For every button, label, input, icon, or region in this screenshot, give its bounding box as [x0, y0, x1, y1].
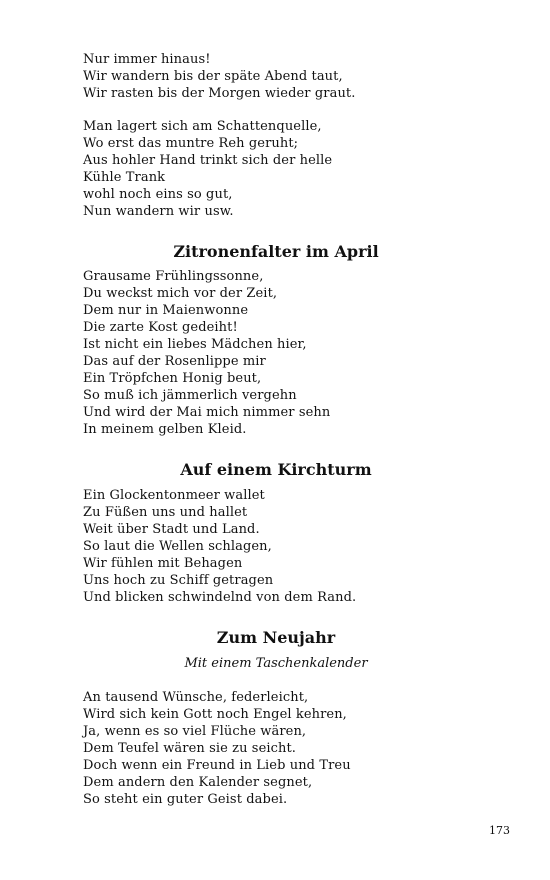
stanza-top-1 — [83, 51, 523, 102]
poem-line: Wir fühlen mit Behagen — [83, 556, 243, 571]
poem-line: Kühle Trank — [83, 170, 166, 185]
poem-line: Dem nur in Maienwonne — [83, 303, 249, 318]
poem-line: So laut die Wellen schlagen, — [83, 539, 272, 554]
poem-title-zitronenfalter: Zitronenfalter im April — [173, 242, 379, 261]
poem-line: Dem Teufel wären sie zu seicht. — [83, 741, 297, 756]
poem-line: Ist nicht ein liebes Mädchen hier, — [83, 337, 307, 352]
poem-line: Dem andern den Kalender segnet, — [83, 775, 313, 790]
poem-line: Und blicken schwindelnd von dem Rand. — [83, 590, 357, 605]
poem-line: wohl noch eins so gut, — [83, 187, 233, 202]
poem-subtitle-neujahr: Mit einem Taschenkalender — [184, 656, 368, 671]
poem-line: Wo erst das muntre Reh geruht; — [83, 136, 299, 151]
poem-line: Nur immer hinaus! — [83, 52, 211, 67]
poem-line: Weit über Stadt und Land. — [83, 522, 260, 537]
poem-line: Zu Füßen uns und hallet — [83, 505, 248, 520]
poem-line: Die zarte Kost gedeiht! — [83, 320, 238, 335]
poem-line: Wird sich kein Gott noch Engel kehren, — [83, 707, 347, 722]
poem-title-kirchturm: Auf einem Kirchturm — [180, 460, 372, 479]
poem-line: Ja, wenn es so viel Flüche wären, — [83, 724, 307, 739]
poem-line: So steht ein guter Geist dabei. — [83, 792, 288, 807]
poem-line: Ein Glockentonmeer wallet — [83, 488, 265, 503]
stanza-top-2 — [83, 118, 523, 220]
poem-line: Wir rasten bis der Morgen wieder graut. — [83, 86, 356, 101]
poem-line: Das auf der Rosenlippe mir — [83, 354, 266, 369]
poem-line: An tausend Wünsche, federleicht, — [83, 690, 309, 705]
poem-line: Nun wandern wir usw. — [83, 204, 234, 219]
poem-line: Grausame Frühlingssonne, — [83, 269, 264, 284]
poem-title-neujahr: Zum Neujahr — [216, 628, 336, 647]
poem-line: Doch wenn ein Freund in Lieb und Treu — [83, 758, 351, 773]
poem-line: Ein Tröpfchen Honig beut, — [83, 371, 262, 386]
poem-line: Du weckst mich vor der Zeit, — [83, 286, 278, 301]
page-number: 173 — [489, 824, 510, 837]
poem-body-zitronenfalter — [83, 268, 523, 438]
poem-line: Und wird der Mai mich nimmer sehn — [83, 405, 331, 420]
poem-line: Uns hoch zu Schiff getragen — [83, 573, 274, 588]
poem-line: Wir wandern bis der späte Abend taut, — [83, 69, 343, 84]
poem-line: Aus hohler Hand trinkt sich der helle — [83, 153, 333, 168]
poem-body-kirchturm — [83, 487, 523, 606]
poem-line: Man lagert sich am Schattenquelle, — [83, 119, 322, 134]
poem-body-neujahr — [83, 689, 523, 808]
poem-line: So muß ich jämmerlich vergehn — [83, 388, 297, 403]
poem-line: In meinem gelben Kleid. — [83, 422, 247, 437]
